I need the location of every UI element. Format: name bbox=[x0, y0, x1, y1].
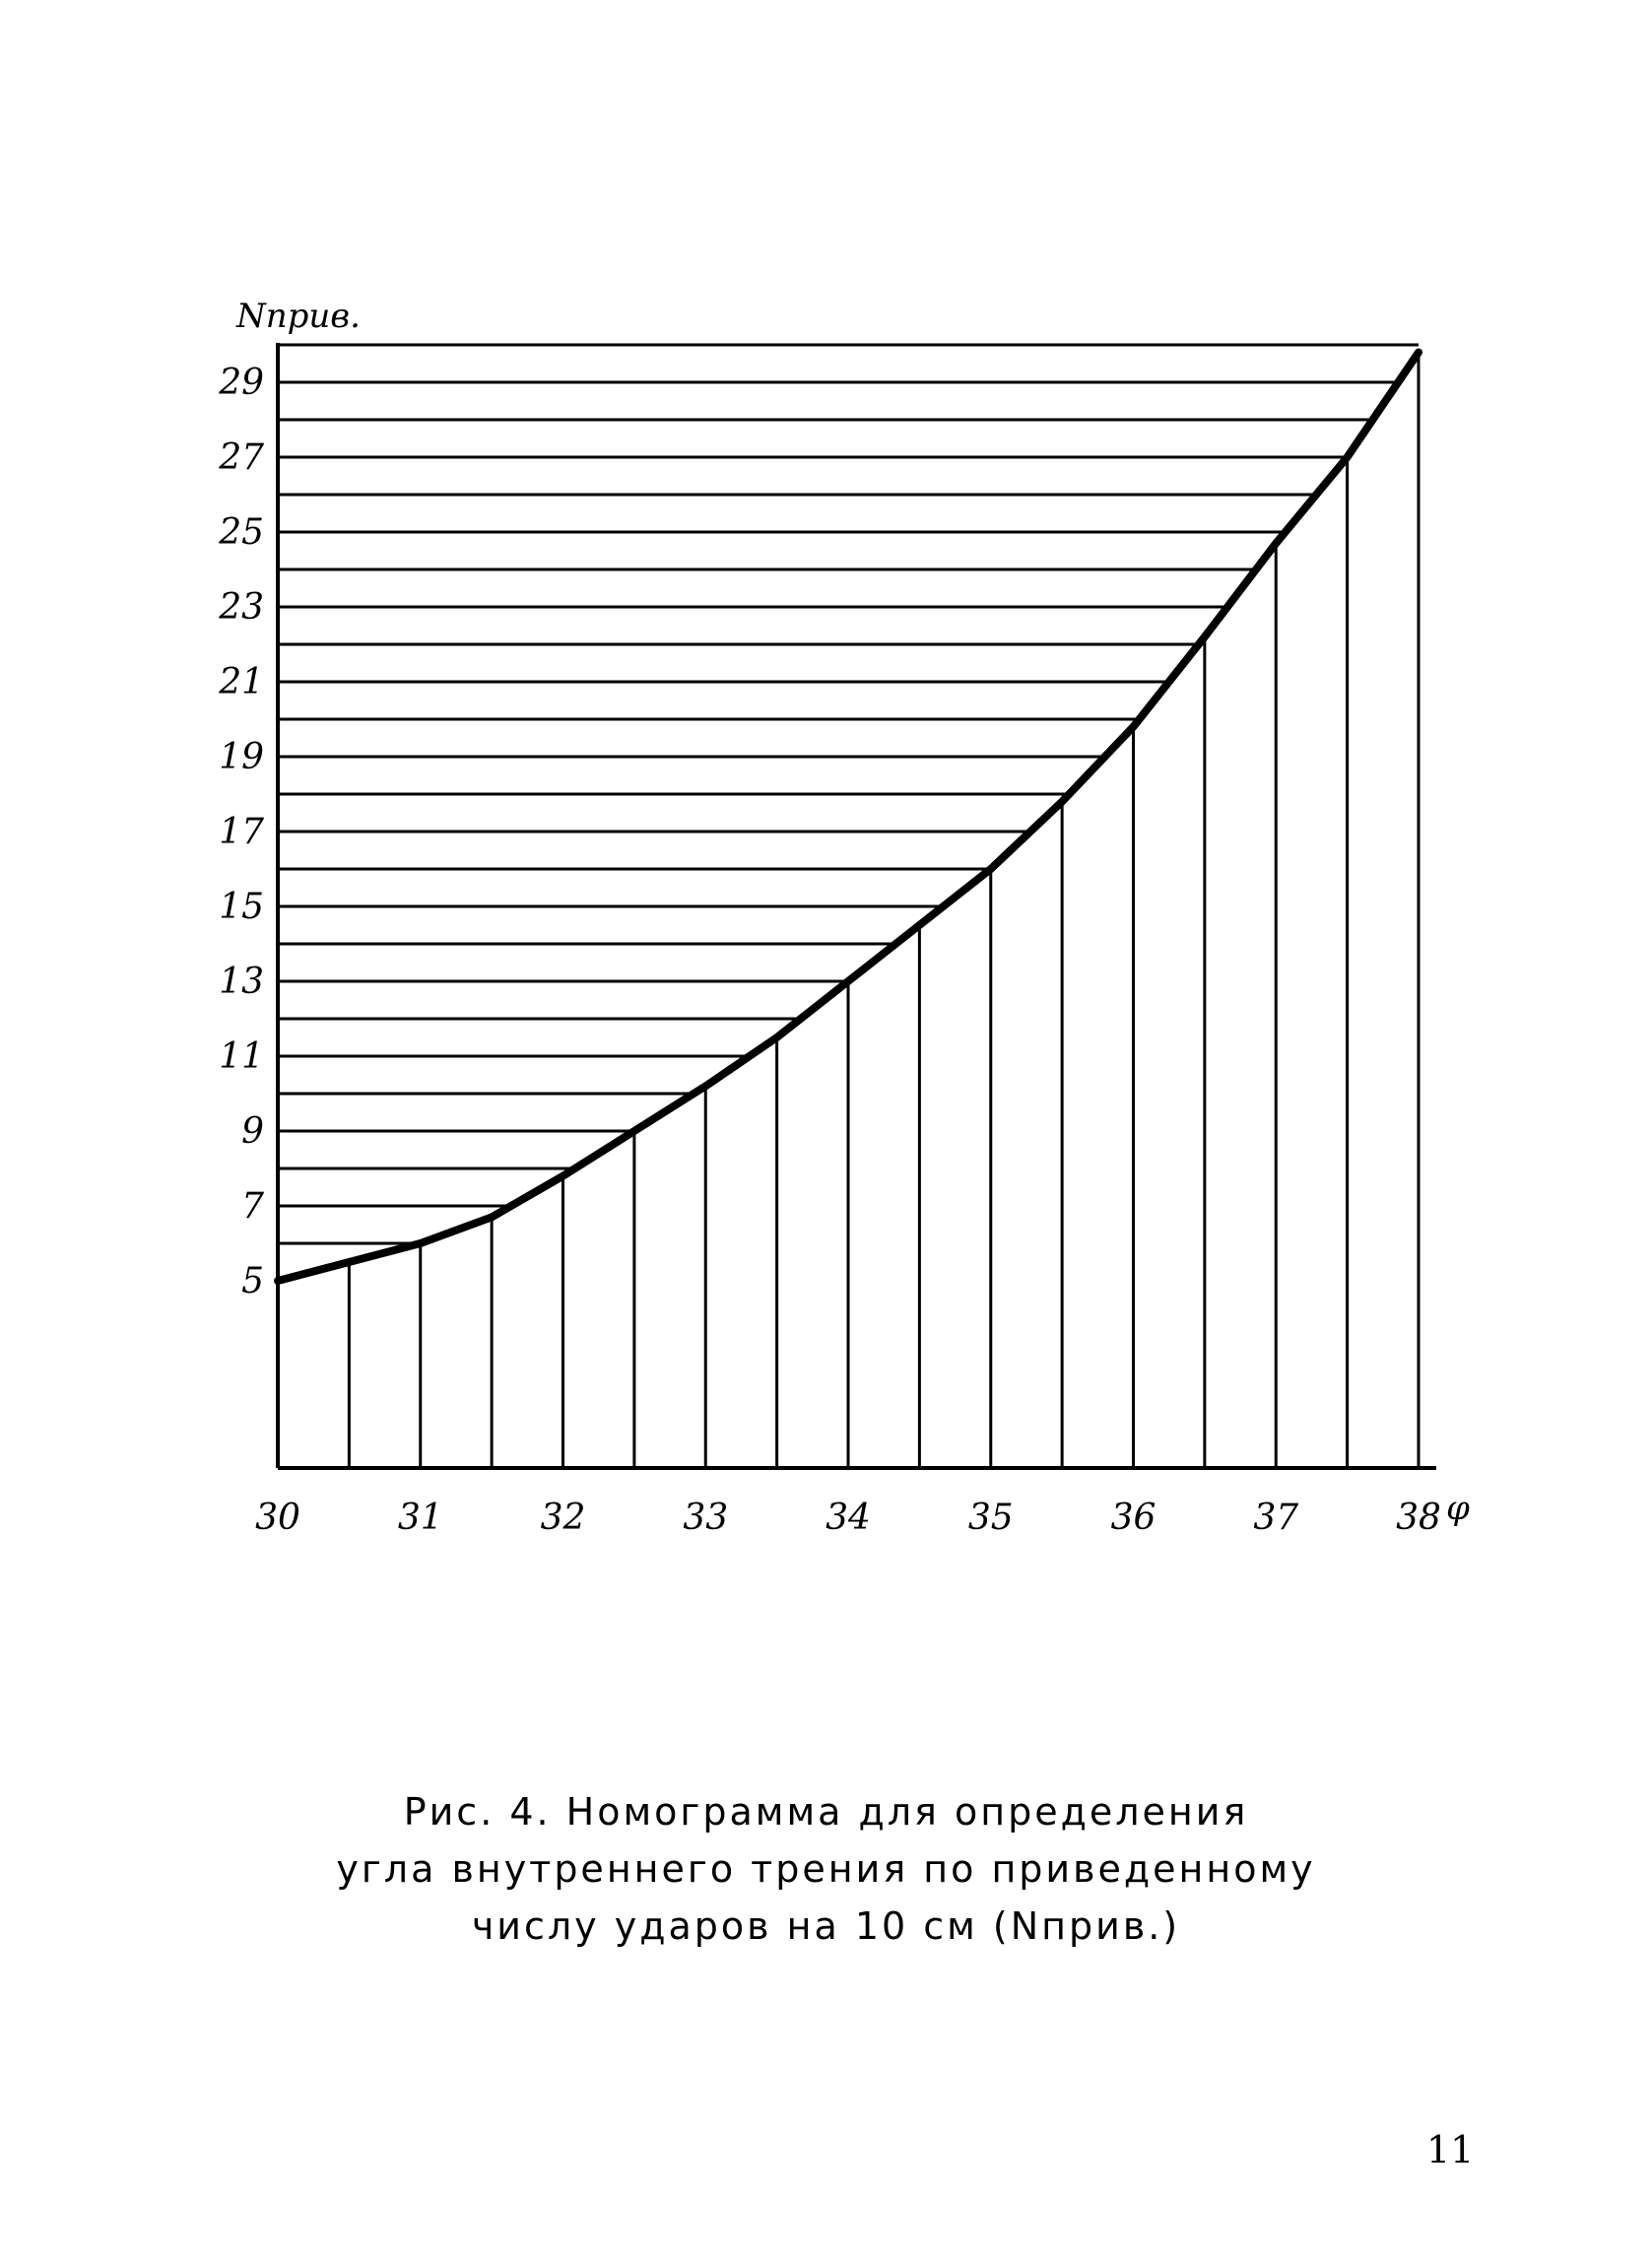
y-tick-label: 27 bbox=[219, 437, 264, 478]
y-tick-label: 11 bbox=[219, 1036, 264, 1077]
page-number: 11 bbox=[1426, 2128, 1475, 2171]
x-tick-label: 38 bbox=[1396, 1498, 1441, 1538]
caption-line-2: угла внутреннего трения по приведенному bbox=[336, 1847, 1316, 1891]
x-tick-label: 32 bbox=[540, 1498, 586, 1538]
x-tick-label: 30 bbox=[255, 1498, 300, 1538]
y-tick-label: 7 bbox=[241, 1186, 264, 1227]
figure-caption bbox=[0, 1783, 1652, 1955]
y-tick-label: 13 bbox=[219, 962, 264, 1002]
x-tick-label: 37 bbox=[1253, 1498, 1299, 1538]
x-tick-label: 35 bbox=[967, 1498, 1014, 1538]
y-tick-label: 9 bbox=[241, 1111, 264, 1152]
y-tick-label: 15 bbox=[219, 887, 264, 927]
x-tick-label: 34 bbox=[826, 1498, 871, 1538]
vertical-gridlines bbox=[349, 353, 1419, 1468]
y-tick-label: 5 bbox=[241, 1261, 264, 1301]
caption-line-1: Рис. 4. Номограмма для определения bbox=[403, 1790, 1249, 1834]
x-tick-label: 31 bbox=[397, 1498, 443, 1538]
x-tick-labels bbox=[255, 1498, 1441, 1538]
x-tick-label: 33 bbox=[683, 1498, 729, 1538]
caption-line-3: числу ударов на 10 см (Nприв.) bbox=[471, 1904, 1181, 1948]
y-tick-labels bbox=[218, 363, 264, 1301]
y-tick-label: 17 bbox=[219, 812, 264, 852]
y-tick-label: 23 bbox=[219, 587, 264, 628]
y-tick-label: 29 bbox=[219, 363, 264, 403]
y-tick-label: 19 bbox=[219, 737, 264, 777]
y-tick-label: 21 bbox=[219, 662, 264, 702]
x-tick-label: 36 bbox=[1110, 1498, 1156, 1538]
y-axis-label: Nприв. bbox=[236, 297, 361, 336]
x-axis-label: φ bbox=[1446, 1489, 1470, 1528]
y-tick-label: 25 bbox=[219, 512, 264, 553]
